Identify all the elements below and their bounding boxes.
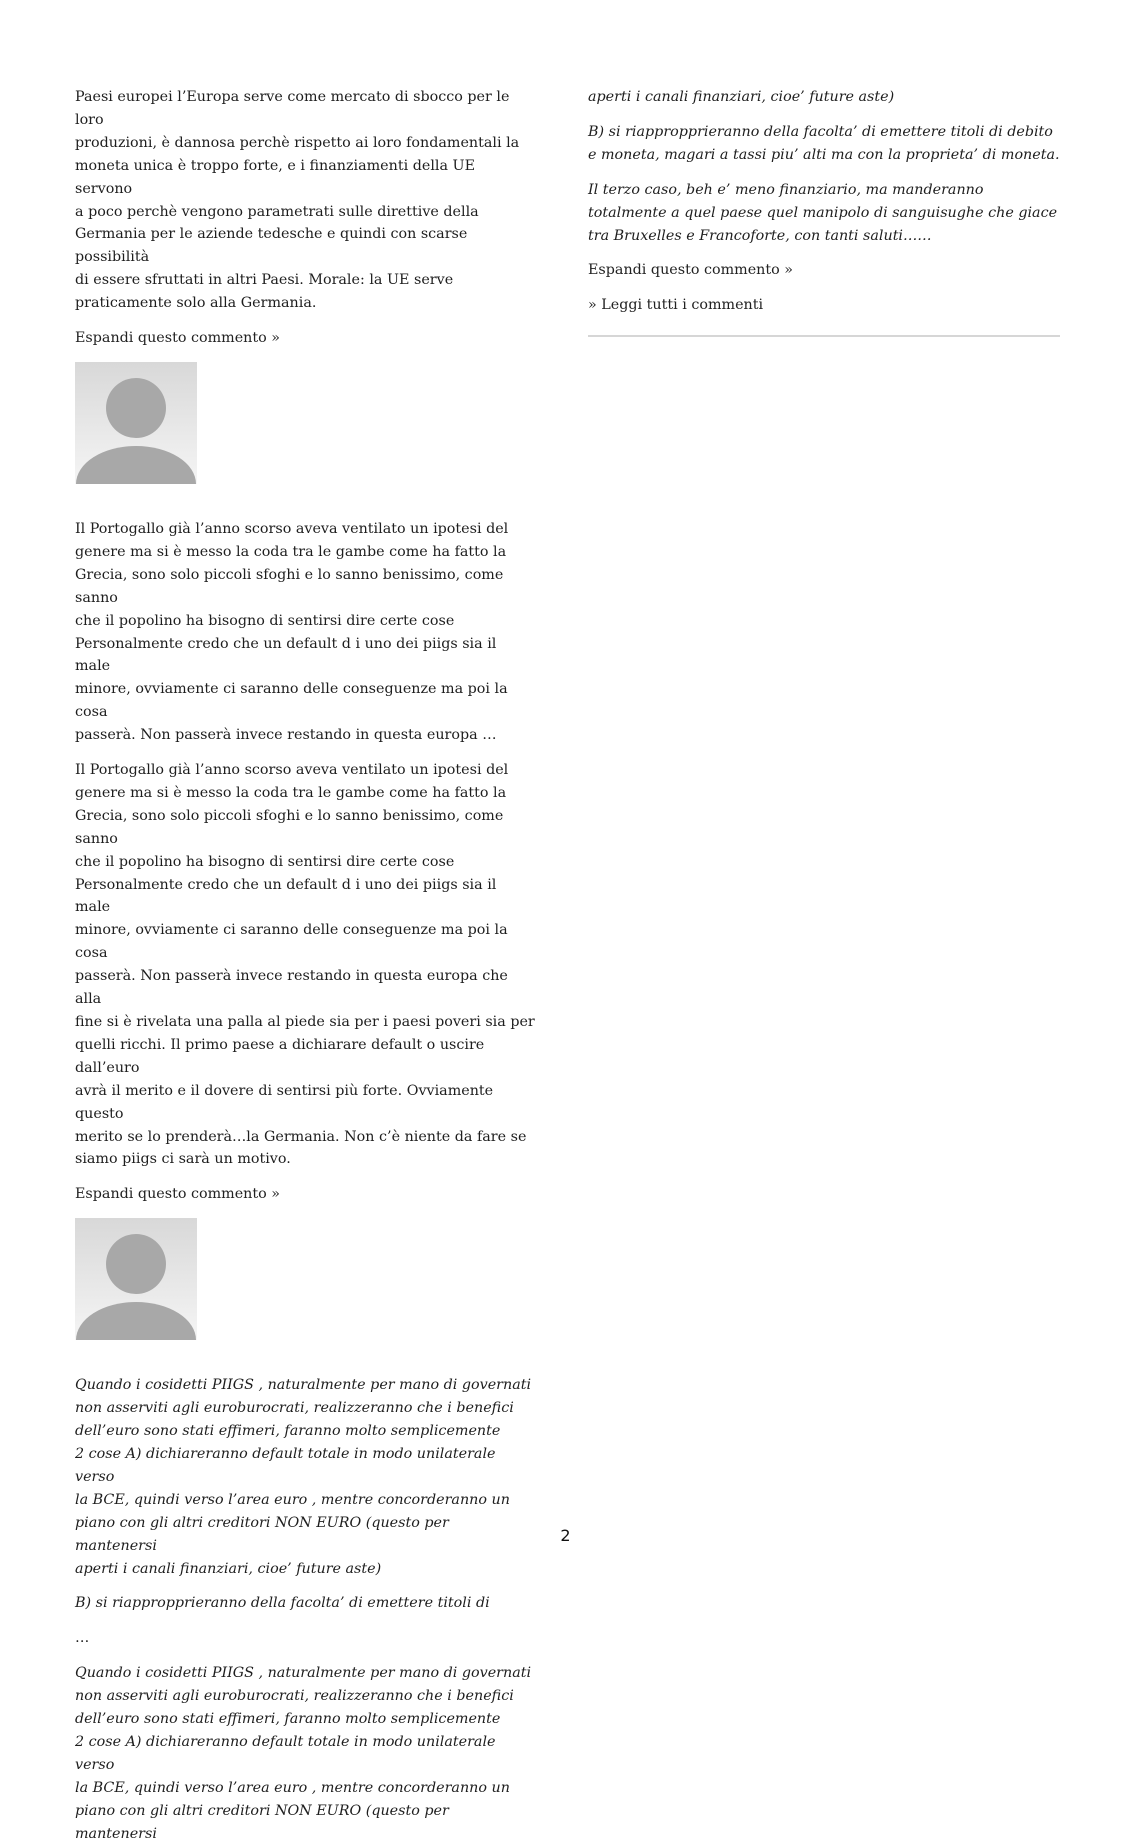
comment-3-ellipsis: … — [75, 1630, 90, 1647]
default-user-avatar-icon — [75, 1218, 197, 1340]
text-line: Quando i cosidetti PIIGS , naturalmente per mano di governati — [75, 1665, 532, 1682]
text-line: Grecia, sono solo piccoli sfoghi e lo sanno benissimo, come sanno — [75, 807, 504, 847]
default-user-avatar-icon — [75, 362, 197, 484]
comment-2-full-text — [75, 759, 535, 1171]
expand-comment-3-link[interactable]: Espandi questo commento » — [588, 262, 794, 279]
text-line: totalmente a quel paese quel manipolo di sanguisughe che giace — [588, 204, 1058, 221]
text-line: Il terzo caso, beh e’ meno finanziario, ma manderanno — [588, 181, 984, 198]
text-line: minore, ovviamente ci saranno delle conseguenze ma poi la cosa — [75, 922, 508, 962]
comment-3-excerpt-b: B) si riappropprieranno della facolta’ di emettere titoli di — [75, 1595, 490, 1612]
text-line: passerà. Non passerà invece restando in questa europa che alla — [75, 968, 508, 1008]
text-line: aperti i canali finanziari, cioe’ future aste) — [75, 1560, 382, 1577]
comment-3-full-text — [75, 1662, 535, 1845]
text-line: avrà il merito e il dovere di sentirsi più forte. Ovviamente questo — [75, 1082, 494, 1122]
comment-3-excerpt — [75, 1374, 535, 1580]
text-line: fine si è rivelata una palla al piede sia per i paesi poveri sia per — [75, 1014, 535, 1030]
comment-1-text — [75, 86, 535, 315]
text-line: passerà. Non passerà invece restando in questa europa … — [75, 727, 497, 744]
text-line: di essere sfruttati in altri Paesi. Morale: la UE serve — [75, 272, 454, 289]
text-line: B) si riappropprieranno della facolta’ di emettere titoli di debito — [588, 123, 1053, 140]
page-number: 2 — [560, 1526, 571, 1545]
comment-3-continued-line: aperti i canali finanziari, cioe’ future aste) — [588, 89, 895, 105]
comment-2-excerpt — [75, 518, 535, 747]
text-line: praticamente solo alla Germania. — [75, 295, 317, 312]
text-line: moneta unica è troppo forte, e i finanziamenti della UE servono — [75, 157, 476, 197]
text-line: Personalmente credo che un default d i uno dei piigs sia il male — [75, 876, 497, 916]
text-line: Quando i cosidetti PIIGS , naturalmente per mano di governati — [75, 1377, 532, 1394]
text-line: siamo piigs ci sarà un motivo. — [75, 1151, 291, 1168]
text-line: Germania per le aziende tedesche e quindi con scarse possibilità — [75, 226, 468, 266]
text-line: Il Portogallo già l’anno scorso aveva ventilato un ipotesi del — [75, 762, 509, 779]
text-line: la BCE, quindi verso l’area euro , mentre concorderanno un — [75, 1779, 510, 1796]
text-line: dell’euro sono stati effimeri, faranno molto semplicemente — [75, 1711, 501, 1728]
text-line: Personalmente credo che un default d i uno dei piigs sia il male — [75, 635, 497, 675]
text-line: che il popolino ha bisogno di sentirsi dire certe cose — [75, 853, 455, 870]
expand-comment-2-link[interactable]: Espandi questo commento » — [75, 1186, 281, 1203]
text-line: genere ma si è messo la coda tra le gambe come ha fatto la — [75, 543, 507, 560]
text-line: tra Bruxelles e Francoforte, con tanti saluti…… — [588, 227, 932, 244]
text-line: a poco perchè vengono parametrati sulle direttive della — [75, 203, 479, 220]
read-all-comments-link[interactable]: » Leggi tutti i commenti — [588, 297, 764, 314]
text-line: Il Portogallo già l’anno scorso aveva ventilato un ipotesi del — [75, 520, 509, 537]
text-line: e moneta, magari a tassi piu’ alti ma con la proprieta’ di moneta. — [588, 146, 1060, 163]
text-line: dell’euro sono stati effimeri, faranno molto semplicemente — [75, 1423, 501, 1440]
text-line: non asserviti agli euroburocrati, realizzeranno che i benefici — [75, 1688, 514, 1705]
text-line: non asserviti agli euroburocrati, realizzeranno che i benefici — [75, 1400, 514, 1417]
text-line: 2 cose A) dichiareranno default totale in modo unilaterale verso — [75, 1733, 496, 1773]
text-line: minore, ovviamente ci saranno delle conseguenze ma poi la cosa — [75, 681, 508, 721]
text-line: merito se lo prenderà…la Germania. Non c’è niente da fare se — [75, 1128, 527, 1145]
section-divider — [588, 335, 1060, 337]
text-line: Grecia, sono solo piccoli sfoghi e lo sanno benissimo, come sanno — [75, 566, 504, 606]
text-line: Paesi europei l’Europa serve come mercato di sbocco per le loro — [75, 89, 510, 128]
text-line: piano con gli altri creditori NON EURO (questo per mantenersi — [75, 1514, 449, 1554]
text-line: la BCE, quindi verso l’area euro , mentre concorderanno un — [75, 1491, 510, 1508]
text-line: 2 cose A) dichiareranno default totale in modo unilaterale verso — [75, 1445, 496, 1485]
comments-right-column — [588, 86, 1060, 337]
comment-3-para-b — [588, 121, 1060, 167]
text-line: genere ma si è messo la coda tra le gambe come ha fatto la — [75, 784, 507, 801]
comment-3-para-c — [588, 179, 1060, 248]
text-line: produzioni, è dannosa perchè rispetto ai loro fondamentali la — [75, 134, 520, 151]
text-line: quelli ricchi. Il primo paese a dichiarare default o uscire dall’euro — [75, 1036, 485, 1076]
comments-left-column — [75, 86, 535, 1845]
text-line: che il popolino ha bisogno di sentirsi dire certe cose — [75, 612, 455, 629]
text-line: piano con gli altri creditori NON EURO (questo per mantenersi — [75, 1802, 449, 1842]
expand-comment-1-link[interactable]: Espandi questo commento » — [75, 330, 281, 347]
